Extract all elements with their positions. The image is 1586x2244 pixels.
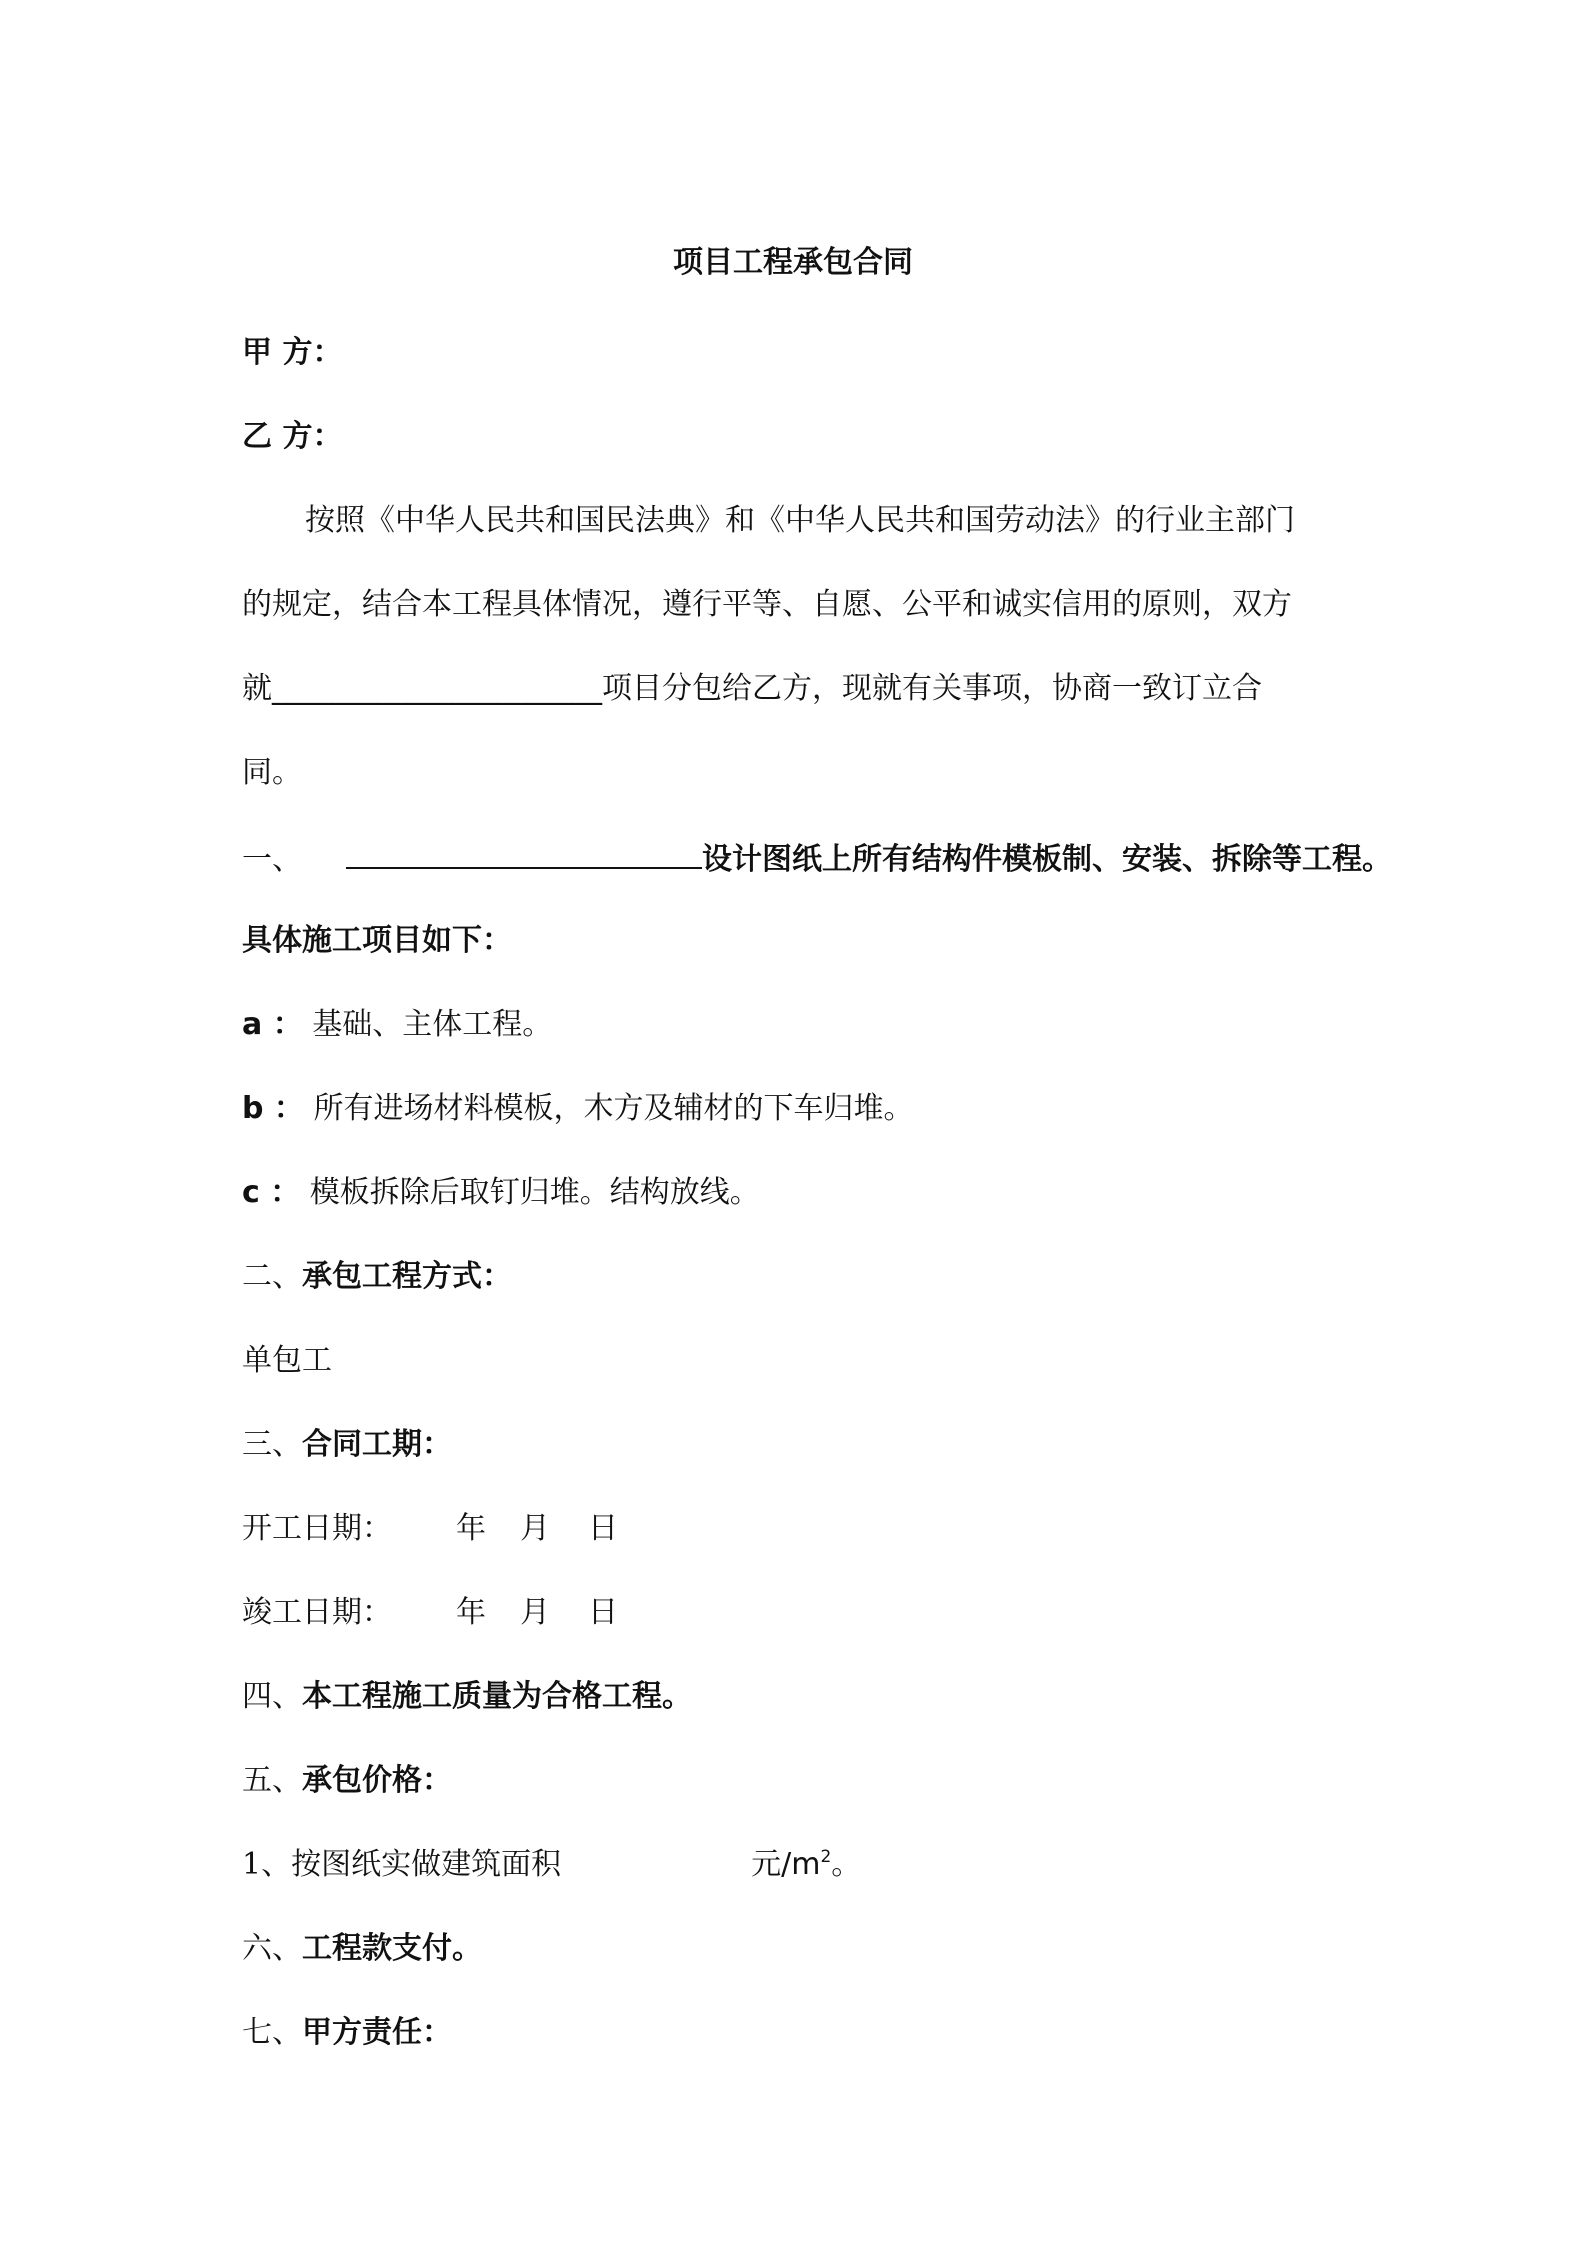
section-3-text: 合同工期： [302,1427,452,1462]
item-b [242,1089,913,1129]
section-2-number: 二、 [242,1259,302,1294]
section-4-number: 四、 [242,1679,302,1714]
document-title: 项目工程承包合同 [673,245,913,280]
price-item-unit-superscript: 2 [820,1847,832,1867]
preamble-line-3 [242,669,1262,709]
section-6-text: 工程款支付。 [302,1931,482,1966]
party-b-label: 乙 方： [242,419,343,454]
item-c-letter: c ： [242,1175,301,1210]
section-7-text: 甲方责任： [302,2015,452,2050]
party-a-label: 甲 方： [242,335,343,370]
item-c-text: 模板拆除后取钉归堆。结构放线。 [309,1175,760,1210]
price-item-unit-end: 。 [831,1847,862,1882]
end-date-year: 年 [456,1595,486,1630]
price-item-unit: 元/m [751,1847,821,1882]
preamble-line-4: 同。 [242,755,302,790]
section-3 [242,1425,452,1465]
section-1 [242,837,1392,880]
item-b-text: 所有进场材料模板，木方及辅材的下车归堆。 [313,1091,914,1126]
preamble-line-3-suffix: 项目分包给乙方，现就有关事项，协商一致订立合 [602,671,1262,706]
section-6-number: 六、 [242,1931,302,1966]
section-5 [242,1761,452,1801]
section-7 [242,2013,452,2053]
section-3-number: 三、 [242,1427,302,1462]
section-5-text: 承包价格： [302,1763,452,1798]
price-item-number: 1、 [242,1847,292,1882]
price-item [242,1845,861,1885]
item-a-text: 基础、主体工程。 [312,1007,553,1042]
preamble-line-2: 的规定，结合本工程具体情况，遵行平等、自愿、公平和诚实信用的原则，双方 [242,587,1292,622]
item-b-letter: b ： [242,1091,304,1126]
start-date [242,1509,618,1549]
preamble-line-1: 按照《中华人民共和国民法典》和《中华人民共和国劳动法》的行业主部门 [305,503,1295,538]
project-name-blank: ______________________ [272,671,602,706]
price-item-text: 按图纸实做建筑面积 [291,1847,562,1882]
section-2-text: 承包工程方式： [302,1259,512,1294]
section-6 [242,1929,482,1969]
start-date-year: 年 [456,1511,486,1546]
start-date-month: 月 [520,1511,550,1546]
end-date-day: 日 [588,1595,618,1630]
item-a-letter: a ： [242,1007,303,1042]
start-date-label: 开工日期： [242,1511,392,1546]
contract-mode: 单包工 [242,1343,332,1378]
section-4 [242,1677,692,1717]
section-5-number: 五、 [242,1763,302,1798]
start-date-day: 日 [588,1511,618,1546]
section-1-text: 设计图纸上所有结构件模板制、安装、拆除等工程。 [702,842,1392,877]
end-date-month: 月 [520,1595,550,1630]
section-1-blank [346,837,702,869]
section-4-text: 本工程施工质量为合格工程。 [302,1679,692,1714]
end-date-label: 竣工日期： [242,1595,392,1630]
section-1-number: 一、 [242,842,302,877]
section-7-number: 七、 [242,2015,302,2050]
preamble-line-3-prefix: 就 [242,671,272,706]
end-date [242,1593,618,1633]
item-a [242,1005,552,1045]
section-2 [242,1257,512,1297]
item-c [242,1173,760,1213]
items-heading: 具体施工项目如下： [242,923,512,958]
